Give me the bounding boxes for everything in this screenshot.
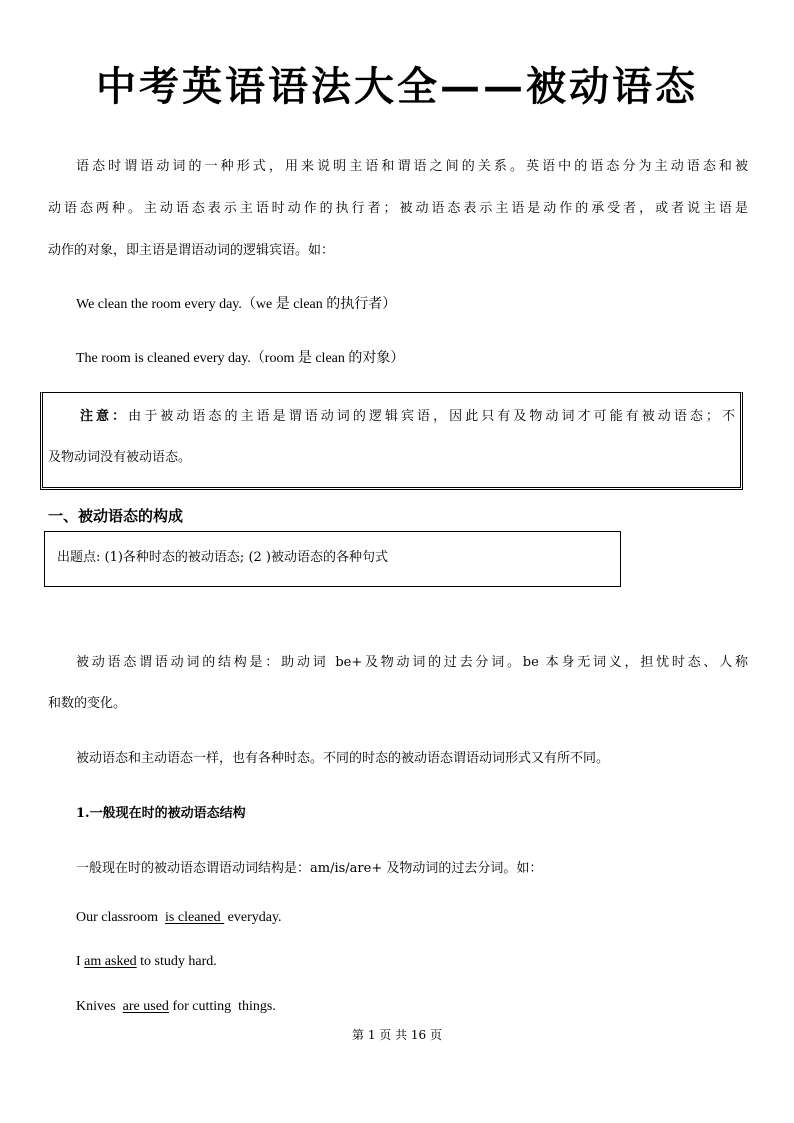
page-title: 中考英语语法大全——被动语态 [96, 63, 698, 110]
intro-line: 动作的对象，即主语是谓语动词的逻辑宾语。如： [48, 243, 335, 258]
example-text: I [76, 954, 85, 969]
example-text: for cutting things. [168, 999, 276, 1014]
note-text: 由于被动语态的主语是谓语动词的逻辑宾语，因此只有及物动词才可能有被动语态；不 [128, 409, 735, 424]
structure-line: 和数的变化。 [48, 696, 127, 711]
exam-point-text: 出题点: (1)各种时态的被动语态; (2 )被动语态的各种句式 [57, 550, 388, 565]
example-text: everyday. [224, 910, 282, 925]
example-text: Our classroom [76, 910, 166, 925]
section-heading: 一、被动语态的构成 [48, 507, 184, 525]
example-underlined: is cleaned [165, 910, 225, 925]
example-text: Knives [76, 999, 123, 1014]
note-label: 注意： [80, 409, 129, 424]
structure-line: 被动语态谓语动词的结构是：助动词 be+及物动词的过去分词。be 本身无词义，担忧时态、人称 [76, 655, 748, 670]
example-sentence: The room is cleaned every day.（room 是 clean 的对象） [76, 351, 405, 366]
example-sentence [76, 997, 276, 1017]
example-text: to study hard. [136, 954, 217, 969]
example-underlined: am asked [84, 954, 137, 969]
subsection-heading: 1.一般现在时的被动语态结构 [76, 806, 246, 821]
intro-line: 语态时谓语动词的一种形式，用来说明主语和谓语之间的关系。英语中的语态分为主动语态和被 [76, 159, 748, 174]
subsection-description: 一般现在时的被动语态谓语动词结构是：am/is/are+ 及物动词的过去分词。如： [76, 861, 543, 876]
example-sentence: We clean the room every day.（we 是 clean 的执行者） [76, 297, 397, 312]
tenses-note: 被动语态和主动语态一样，也有各种时态。不同的时态的被动语态谓语动词形式又有所不同。 [76, 751, 610, 766]
intro-line: 动语态两种。主动语态表示主语时动作的执行者；被动语态表示主语是动作的承受者，或者说主语是 [48, 201, 748, 216]
example-underlined: are used [122, 999, 169, 1014]
example-sentence [76, 952, 217, 972]
note-line [80, 407, 735, 427]
page-number: 第 1 页 共 16 页 [352, 1028, 442, 1042]
example-sentence [76, 908, 282, 928]
note-line: 及物动词没有被动语态。 [48, 450, 192, 465]
